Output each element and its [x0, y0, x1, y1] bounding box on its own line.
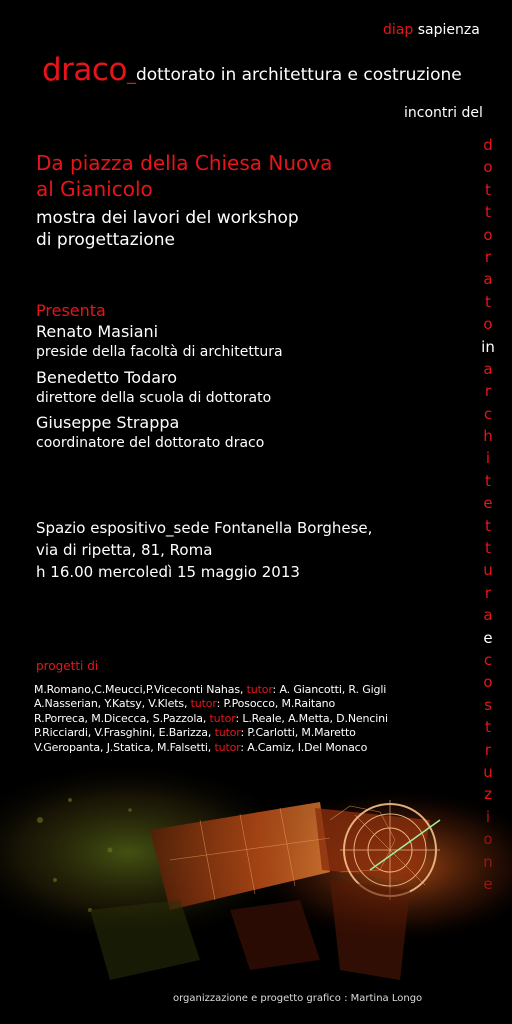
tutor-label: tutor	[209, 711, 236, 725]
credit-line	[34, 697, 388, 711]
credit-text: : P.Posocco, M.Raitano	[216, 697, 336, 711]
architectural-plan-artwork	[0, 760, 512, 1024]
presenter-name: Benedetto Todaro	[36, 368, 178, 387]
event-title-line2: al Gianicolo	[36, 177, 153, 201]
vertical-letter: a	[483, 359, 493, 378]
program-subtitle: dottorato in architettura e costruzione	[135, 65, 462, 85]
credit-text: R.Porreca, M.Dicecca, S.Pazzola,	[34, 711, 210, 725]
credit-text: A.Nasserian, Y.Katsy, V.Klets,	[34, 697, 191, 711]
event-title-line1: Da piazza della Chiesa Nuova	[36, 151, 333, 175]
venue-date-time: h 16.00 mercoledì 15 maggio 2013	[36, 563, 300, 581]
vertical-letter: r	[484, 382, 492, 401]
incontri-label: incontri del	[404, 105, 483, 121]
diap-label: diap	[383, 22, 414, 38]
presenter-3	[36, 413, 264, 453]
vertical-letter: t	[485, 516, 491, 535]
vertical-letter: t	[485, 539, 491, 558]
credit-text: : L.Reale, A.Metta, D.Nencini	[235, 711, 388, 725]
tutor-label: tutor	[214, 740, 241, 754]
presenter-name: Giuseppe Strappa	[36, 413, 180, 432]
tutor-label: tutor	[214, 726, 241, 740]
vertical-letter: t	[485, 718, 491, 737]
vertical-letter: i	[485, 449, 491, 468]
institution-label	[383, 22, 480, 38]
venue-line1: Spazio espositivo_sede Fontanella Borghese,	[36, 519, 373, 537]
vertical-letter: t	[485, 292, 491, 311]
vertical-letter: t	[485, 180, 491, 199]
credit-text: V.Geropanta, J.Statica, M.Falsetti,	[34, 740, 215, 754]
vertical-letter: e	[483, 494, 493, 513]
vertical-letter: s	[484, 695, 492, 714]
presenter-role: preside della facoltà di architettura	[36, 344, 283, 360]
credit-line	[34, 683, 388, 697]
credit-text: : A.Camiz, I.Del Monaco	[240, 740, 368, 754]
credit-line	[34, 712, 388, 726]
footer-credit: organizzazione e progetto grafico : Martina Longo	[173, 993, 423, 1004]
presenter-role: direttore della scuola di dottorato	[36, 390, 272, 406]
vertical-letter: o	[483, 158, 493, 177]
project-credits	[34, 683, 388, 755]
presenter-1	[36, 322, 283, 362]
event-subtitle	[36, 207, 299, 251]
vertical-letter: u	[483, 561, 493, 580]
presenter-2	[36, 368, 271, 408]
venue-line2: via di ripetta, 81, Roma	[36, 541, 213, 559]
vertical-letter: a	[483, 606, 493, 625]
credit-text: M.Romano,C.Meucci,P.Viceconti Nahas,	[34, 683, 247, 696]
event-title	[36, 150, 332, 202]
vertical-letter: a	[483, 270, 493, 289]
presenta-label: Presenta	[36, 301, 106, 320]
event-subtitle-line1: mostra dei lavori del workshop	[36, 208, 299, 228]
vertical-letter: o	[483, 225, 493, 244]
progetti-label: progetti di	[36, 659, 99, 673]
presenter-name: Renato Masiani	[36, 322, 159, 341]
tutor-label: tutor	[246, 683, 273, 696]
credit-text: P.Ricciardi, V.Frasghini, E.Barizza,	[34, 726, 215, 740]
vertical-letter: e	[483, 628, 493, 647]
event-subtitle-line2: di progettazione	[36, 230, 176, 250]
sapienza-label: sapienza	[417, 22, 480, 38]
vertical-letter: r	[484, 740, 492, 759]
tutor-label: tutor	[190, 697, 217, 711]
program-title	[42, 52, 462, 88]
credit-line	[34, 741, 388, 755]
vertical-letter: in	[481, 337, 495, 356]
venue-info	[36, 517, 372, 583]
vertical-letter: o	[483, 673, 493, 692]
vertical-letter: d	[483, 136, 493, 154]
vertical-letter: o	[483, 315, 493, 334]
draco-underscore: _	[126, 64, 136, 85]
vertical-letter: t	[485, 203, 491, 222]
vertical-letter: c	[483, 650, 493, 669]
vertical-letter: t	[485, 471, 491, 490]
vertical-letter: c	[483, 404, 493, 423]
vertical-letter: h	[483, 427, 493, 446]
vertical-letter: r	[484, 583, 492, 602]
credit-line	[34, 726, 388, 740]
credit-text: : P.Carlotti, M.Maretto	[240, 726, 356, 740]
credit-text: : A. Giancotti, R. Gigli	[272, 683, 387, 696]
presenter-role: coordinatore del dottorato draco	[36, 435, 265, 451]
draco-logo-text: draco	[42, 52, 127, 88]
vertical-letter: r	[484, 247, 492, 266]
